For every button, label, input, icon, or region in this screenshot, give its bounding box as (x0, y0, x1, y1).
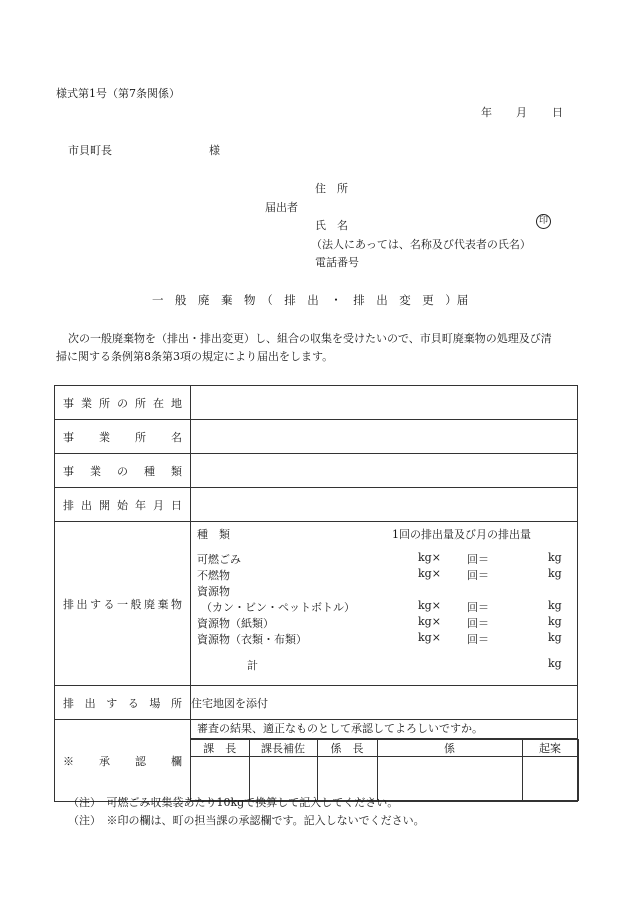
row-office-name (55, 420, 578, 454)
corporation-note: （法人にあっては、名称及び代表者の氏名） (311, 238, 531, 251)
field-office-name[interactable] (191, 420, 578, 454)
waste-item-label: （カン・ビン・ペットボトル） (201, 601, 355, 614)
row-start-date (55, 488, 578, 522)
field-discharge-place: 住宅地図を添付 (191, 686, 578, 720)
date-month-label: 月 (516, 106, 527, 119)
waste-item-kg-per-time: kg× (418, 567, 441, 580)
waste-item-label: 資源物 (197, 585, 230, 598)
waste-type-header: 種 類 (197, 528, 230, 541)
approval-col-header: 課長補佐 (249, 740, 317, 757)
waste-item-label: 不燃物 (197, 569, 230, 582)
body-line-1: 次の一般廃棄物を（排出・排出変更）し、組合の収集を受けたいので、市貝町廃棄物の処理及び清 (68, 332, 552, 345)
note-1: （注） 可燃ごみ収集袋あたり10kgで換算して記入してください。 (68, 796, 399, 809)
field-business-type[interactable] (191, 454, 578, 488)
approval-question: 審査の結果、適正なものとして承認してよろしいですか。 (191, 720, 577, 739)
waste-item-label: 資源物（衣類・布類） (197, 633, 307, 646)
approval-col-header: 係 長 (317, 740, 377, 757)
date-year-label: 年 (481, 106, 492, 119)
waste-item-kg-total: kg (548, 599, 562, 612)
waste-item-times: 回＝ (467, 633, 489, 646)
row-discharge-place (55, 686, 578, 720)
label-discharge-place: 排出する場所 (63, 696, 182, 710)
note-2: （注） ※印の欄は、町の担当課の承認欄です。記入しないでください。 (68, 814, 425, 827)
waste-item-times: 回＝ (467, 553, 489, 566)
approval-stamp-cell (522, 757, 578, 801)
label-approval: ※ 承 認 欄 (63, 754, 182, 768)
waste-item-kg-per-time: kg× (418, 631, 441, 644)
total-unit: kg (548, 657, 562, 670)
notification-table (54, 385, 578, 802)
approval-stamp-cell (377, 757, 522, 801)
body-line-2: 掃に関する条例第8条第3項の規定により届出をします。 (56, 350, 334, 363)
row-approval (55, 720, 578, 802)
waste-item-kg-total: kg (548, 567, 562, 580)
form-number: 様式第1号（第7条関係） (56, 87, 180, 100)
date-day-label: 日 (552, 106, 563, 119)
row-location (55, 386, 578, 420)
approval-area (191, 720, 578, 802)
waste-item-times: 回＝ (467, 601, 489, 614)
phone-label: 電話番号 (315, 256, 359, 269)
waste-amount-header: 1回の排出量及び月の排出量 (392, 528, 531, 541)
waste-item-label: 資源物（紙類） (197, 617, 274, 630)
waste-item-times: 回＝ (467, 569, 489, 582)
field-location[interactable] (191, 386, 578, 420)
waste-item-times: 回＝ (467, 617, 489, 630)
approval-col-header: 課 長 (191, 740, 249, 757)
row-business-type (55, 454, 578, 488)
waste-item-kg-per-time: kg× (418, 551, 441, 564)
label-waste: 排出する一般廃棄物 (63, 597, 182, 611)
label-office-name: 事業所名 (63, 430, 182, 444)
waste-item-kg-per-time: kg× (418, 615, 441, 628)
address-label: 住 所 (315, 182, 348, 195)
waste-item-kg-per-time: kg× (418, 599, 441, 612)
total-label: 計 (247, 659, 258, 672)
waste-item-kg-total: kg (548, 551, 562, 564)
name-label: 氏 名 (315, 219, 348, 232)
seal-mark: 印 (536, 214, 551, 229)
waste-item-kg-total: kg (548, 615, 562, 628)
label-business-type: 事業の種類 (63, 464, 182, 478)
field-start-date[interactable] (191, 488, 578, 522)
document-title: 一 般 廃 棄 物 （ 排 出 ・ 排 出 変 更 ）届 (152, 293, 469, 307)
label-location: 事業所の所在地 (63, 396, 182, 410)
approval-stamp-grid (191, 739, 579, 801)
row-waste (55, 522, 578, 686)
label-start-date: 排出開始年月日 (63, 498, 182, 512)
field-waste (191, 522, 578, 686)
waste-item-label: 可燃ごみ (197, 553, 241, 566)
addressee: 市貝町長 (68, 144, 112, 157)
applicant-role: 届出者 (265, 201, 298, 214)
waste-item-kg-total: kg (548, 631, 562, 644)
approval-col-header: 起案 (522, 740, 578, 757)
approval-col-header: 係 (377, 740, 522, 757)
honorific: 様 (209, 144, 220, 157)
